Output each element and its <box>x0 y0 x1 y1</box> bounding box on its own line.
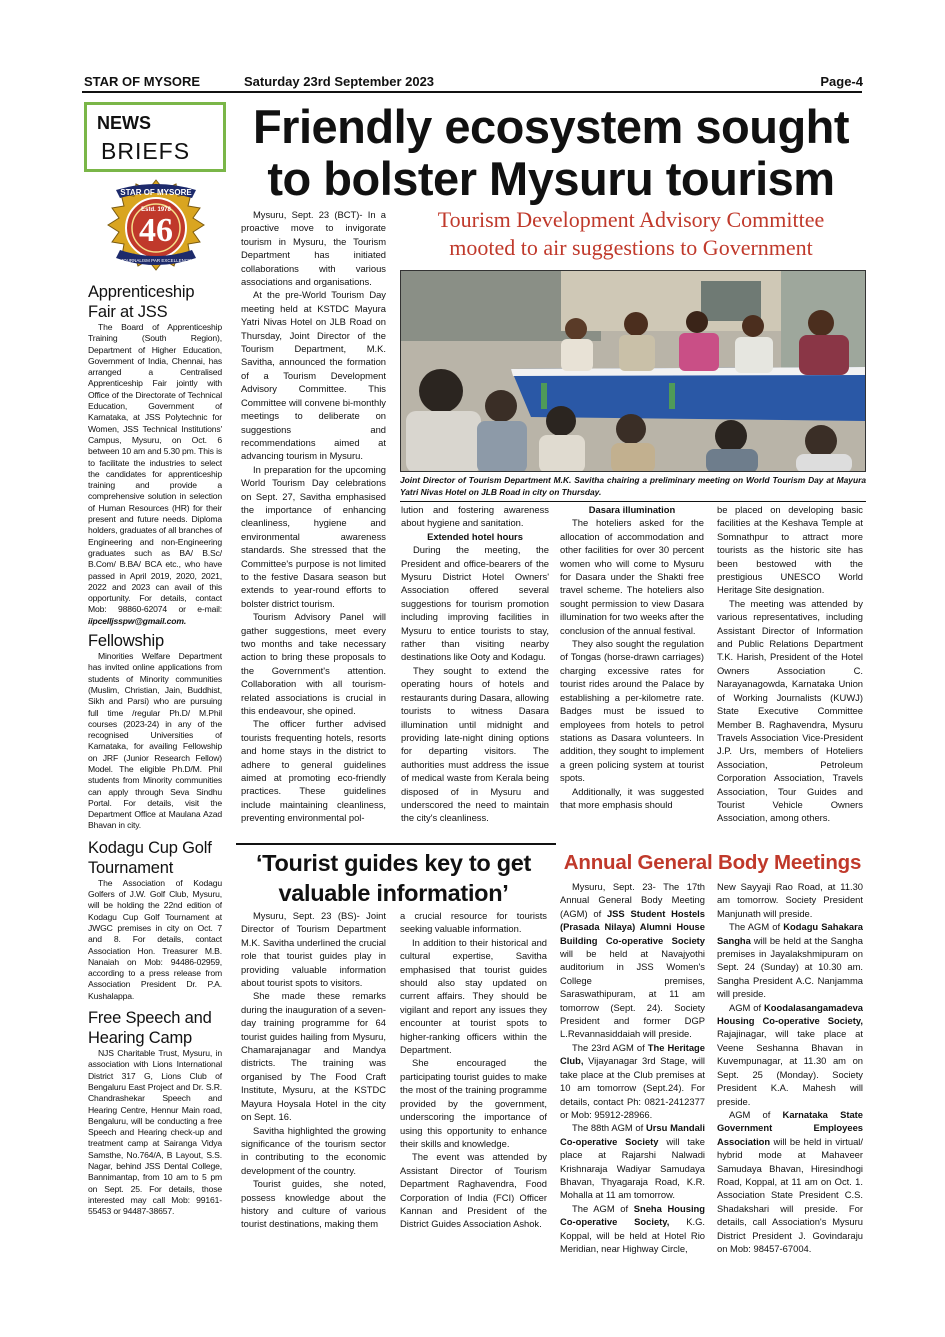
brief-heading: Free Speech and Hearing Camp <box>88 1009 212 1048</box>
paragraph: The event was attended by Assistant Director of Tourism Department Raghavendra, Food Corporation of India (FCI) Officer Kannan and President of the District Guides Association Ashok. <box>400 1151 547 1230</box>
agm-paragraph: The AGM of Sneha Housing Co-operative Society, K.G. Koppal, will be held at Hotel Rio Meridian, near Highway Circle, <box>560 1202 705 1254</box>
agm-paragraph: The 23rd AGM of The Heritage Club, Vijayanagar 3rd Stage, will take place at the Club premises at 10 am tomorrow (Sept.24). For details, contact Ph: 0821-2412377 or Mob: 95912-28966. <box>560 1041 705 1120</box>
paragraph: The officer further advised tourists frequenting hotels, resorts and home stays in the district to adhere to general guidelines aimed at promoting eco-friendly practices. These guidelines include maintaining cleanliness, preventing environmental pol- <box>241 718 386 824</box>
agm-paragraph: The AGM of Kodagu Sahakara Sangha will be held at the Sangha premises in Jayalakshmipuram on Sept. 24 (Sunday) at 10.30 am. Sangha President A.C. Nanjamma will preside. <box>717 921 863 1000</box>
paragraph: They also sought the regulation of Tongas (horse-drawn carriages) charging excessive rates for tourist rides around the Palace by establishing a per-kilometre rate. Badges must be issued to employees from hotels to petrol stations as Dasara volunteers. In addition, they sought to implement a green policing system at tourist spots. <box>560 638 704 784</box>
agm-col1 <box>560 880 705 1268</box>
logo-estd: Estd. 1978 <box>141 207 171 213</box>
agm-col2 <box>717 880 863 1268</box>
paragraph: Mysuru, Sept. 23 (BCT)- In a proactive move to invigorate tourism in Mysuru, the Tourism Department has initiated collaborations with various associations and organisations. <box>241 209 386 288</box>
paragraph: Tourist guides, she noted, possess knowledge about the history and culture of various tourist destinations, making them <box>241 1178 386 1230</box>
brief-heading: Fellowship <box>88 632 164 651</box>
main-headline: Friendly ecosystem sought to bolster Mysuru tourism <box>252 100 850 205</box>
paragraph: a crucial resource for tourists seeking valuable information. <box>400 910 547 935</box>
anniversary-logo <box>86 178 226 278</box>
paper-name: STAR OF MYSORE <box>84 74 201 89</box>
agm-paragraph: AGM of Karnataka State Government Employees Association will be held in virtual/ hybrid mode at Mahaveer Samudaya Bhavan, Hiresindhogi Road, Koppal, at 11 am on Oct. 1. Association State President C.S. Shadakshari will preside. For details, call Association's Mysuru District President J. Govindaraju on Mob: 98457-67004. <box>717 1108 863 1254</box>
guides-col1 <box>241 909 386 1264</box>
subhead-dasara-illumination: Dasara illumination <box>588 504 676 515</box>
agm-paragraph: The 88th AGM of Ursu Mandali Co-operative Society will take place at Rajarshi Nalwadi Krishnaraja Wadiyar Samudaya Bhavan, Thyagaraja Road, K.R. Mohalla at 11 am tomorrow. <box>560 1122 705 1201</box>
news-briefs-box <box>84 102 226 172</box>
main-story-col2: lution and fostering awareness about hygiene and sanitation. Extended hotel hours During the meeting, the President and office-bearers of the Mysuru District Hotel Owners' Association offered several suggestions for tourism promotion including improving facilities in Mysuru to entice tourists to stay, rather than visiting nearby destinations like Ooty and Kodagu. They sought to extend the operating hours of hotels and restaurants during Dasara, allowing tourists to witness Dasara illumination until midnight and providing late-night dining options for departing visitors. The authorities must address the issue of medical waste from Kerala being disposed of in Mysuru and underscored the need to maintain the city's cleanliness. <box>401 504 549 824</box>
paragraph: In addition to their historical and cultural expertise, Savitha emphasised that tourist guides should also stay updated on current affairs. They should be vigilant and report any issues they encounter at tourist spots to higher-ranking officers within the Department. <box>400 936 547 1056</box>
main-story-col3 <box>560 503 704 839</box>
brief-email: iipcelljsspw@gmail.com. <box>88 615 187 626</box>
main-subheadline: Tourism Development Advisory Committee mooted to air suggestions to Government <box>437 207 825 260</box>
meeting-photo <box>400 270 866 472</box>
paragraph: She made these remarks during the inauguration of a seven-day training programme for 64 tourist guides hailing from Mysuru, Chamarajanagar and Mandya districts. The training was organised by The Food Craft Institute, Mysuru, at the KSTDC Mayura Hoysala Hotel in the city on Sept. 16. <box>241 990 386 1123</box>
brief-body: Minorities Welfare Department has invited online applications from students of Minority communities (Muslim, Christian, Jain, Buddhist, Sikh and Parsi) who are pursuing full time /regular Ph.D/ M.Phil courses (2023-24) in any of the recognised Universities of Karnataka, for availing Fellowship on JRF (Junior Research Fellow) Model. The eligible Ph.D/M. Phil students from Minority communities can apply through Seva Sindhu Portal. For details, visit the Department Office at Maulana Azad Bhavan in city. <box>88 651 222 831</box>
caption-rule <box>400 501 866 502</box>
brief-body: The Board of Apprenticeship Training (South Region), Department of Higher Education, Government of India, Chennai, has arranged a Centralised Apprenticeship Fair jointly with Office of the Directorate of Technical Education, Government of Karnataka, at JSS Polytechnic for Women, JSS Technical Institutions' Campus, Mysuru, on Oct. 6 between 10 am and 5.30 pm. This is to facilitate the industries to select the candidates for apprenticeship training and provide a comprehensive solution in selection of Human Resources (HR) for their present and future needs. Diploma holders, graduates of all branches of Engineering and non-Engineering graduates such as BA/ B.Sc/ B.Com/ B.BA/ BCA etc., who have passed in April 2019, 2020, 2021, 2022 and 2023 can avail of this opportunity. For details, contact Mob: 98860-62074 or e-mail: iipcelljsspw@gmail.com. <box>88 322 222 626</box>
brief-heading: Apprenticeship Fair at JSS <box>88 283 195 321</box>
guides-headline: ‘Tourist guides key to get valuable information’ <box>255 850 532 906</box>
photo-caption: Joint Director of Tourism Department M.K. Savitha chairing a preliminary meeting on World Tourism Day at Mayura Yatri Nivas Hotel on JLB Road in city on Thursday. <box>400 475 866 497</box>
paragraph: The hoteliers asked for the allocation of accommodation and other facilities for over 30 percent women who will come to Mysuru for Dasara under the Shakti free travel scheme. The hoteliers also sought permission to view Dasara illumination for two weeks after the conclusion of the annual festival. <box>560 517 704 636</box>
agm-paragraph: AGM of Koodalasangamadeva Housing Co-operative Society, Rajajinagar, will take place at Veene Seshanna Bhavan in Kuvempunagar, at 11.30 am on Sept. 25 (Monday). Society President K.A. Mahesh will preside. <box>717 1001 863 1107</box>
section-rule <box>236 843 556 845</box>
paragraph: be placed on developing basic facilities at the Keshava Temple at Somnathpur to attract more tourists as the historic site has been bestowed with the prestigious UNESCO World Heritage Site designation. <box>717 504 863 596</box>
brief-body: The Association of Kodagu Golfers of J.W. Golf Club, Mysuru, will be holding the 22nd edition of Kodagu Cup Golf Tournament at JWGC premises in city on Oct. 7 and 8. For details, contact Association Hon. Treasurer M.B. Nanaiah on Mob: 94486-02959, according to a press release from Association President Dr. P.A. Kushalappa. <box>88 877 222 1001</box>
paragraph: Savitha highlighted the growing significance of the tourism sector in contributing to the economic development of the country. <box>241 1124 386 1176</box>
logo-number: 46 <box>139 212 173 249</box>
paragraph: Tourism Advisory Panel will gather suggestions, meet every two months and take necessary action to bring these proposals to the Government's attention. Collaboration with all tourism-related associations is crucial in this endeavour, she opined. <box>241 611 386 717</box>
logo-ribbon: JOURNALISM PAR EXCELLENCE <box>120 258 192 263</box>
agm-paragraph: New Sayyaji Rao Road, at 11.30 am tomorrow. Society President Manjunath will preside. <box>717 881 863 919</box>
agm-heading: Annual General Body Meetings <box>563 851 862 874</box>
guides-col2 <box>400 909 547 1264</box>
header-rule <box>82 91 862 93</box>
paragraph: In preparation for the upcoming World Tourism Day celebrations on Sept. 27, Savitha emphasised the importance of enhancing cleanliness, hygiene and environmental awareness standards. She stressed that the Committee's purpose is not limited to the festive Dasara season but extends to year-round efforts to bolster district tourism. <box>241 463 386 609</box>
paragraph: They sought to extend the operating hours of hotels and restaurants during Dasara, allowing tourists to witness Dasara illumination until midnight and providing late-night dining options for departing visitors. The authorities must address the issue of medical waste from Kerala being disposed of in Mysuru and underscored the need to maintain the city's cleanliness. <box>401 664 549 824</box>
issue-date: Saturday 23rd September 2023 <box>244 74 435 89</box>
brief-heading: Kodagu Cup Golf Tournament <box>88 838 212 877</box>
paragraph: The meeting was attended by various representatives, including Assistant Director of Information and Public Relations Department T.K. Harish, President of the Hotel Owners Association C. Narayanagowda, Karnataka Union of Working Journalists (KUWJ) State Executive Committee Member B. Raghavendra, Mysuru Travels Association Vice-President J.P. Urs, members of Hoteliers Association, Petroleum Corporation Association, Travels Association, Tour Guides and Tourist Vehicle Owners Association, among others. <box>717 597 863 824</box>
briefs-label: BRIEFS <box>101 138 191 164</box>
paragraph: She encouraged the participating tourist guides to make the most of the training programme provided by the government, underscoring the importance of using this opportunity to enhance their skills and knowledge. <box>400 1057 547 1149</box>
subhead-extended-hours: Extended hotel hours <box>427 530 523 542</box>
logo-title: STAR OF MYSORE <box>120 188 192 197</box>
paragraph: Mysuru, Sept. 23 (BS)- Joint Director of Tourism Department M.K. Savitha underlined the crucial role that tourist guides play in providing valuable information about tourist spots to visitors. <box>241 910 386 989</box>
paragraph: At the pre-World Tourism Day meeting held at KSTDC Mayura Yatri Nivas Hotel on JLB Road on Thursday, Joint Director of the Tourism Department, M.K. Savitha, announced the formation of a Tourism Development Advisory Committee. This Committee will convene bi-monthly meetings to deliberate on suggestions and recommendations aimed at advancing tourism in Mysuru. <box>241 289 386 462</box>
main-story-col4 <box>717 503 863 839</box>
agm-paragraph: Mysuru, Sept. 23- The 17th Annual General Body Meeting (AGM) of JSS Student Hostels (Prasada Nilaya) Alumni House Building Co-operative Society will be held at Navajyothi auditorium in JSS Women's College premises, Saraswathipuram, at 11 am tomorrow (Sept. 24). Society President and former DGP L.Revannasiddaiah will preside. <box>560 881 705 1040</box>
paragraph: During the meeting, the President and office-bearers of the Mysuru District Hotel Owners' Association offered several suggestions for tourism promotion including improving facilities in Mysuru to entice tourists to stay, rather than visiting nearby destinations like Ooty and Kodagu. <box>401 544 549 663</box>
page-number: Page-4 <box>820 74 863 89</box>
paragraph: Additionally, it was suggested that more emphasis should <box>560 785 704 810</box>
briefs-column <box>88 280 222 1305</box>
brief-body: NJS Charitable Trust, Mysuru, in association with Lions International District 317 G, Lions Club of Bengaluru East Project and Dr. S.R. Chandrashekar Speech and Hearing Centre, Hennur Main road, Bengaluru, will be conducting a free Speech and Hearing check-up and treatment camp at Sairanga Vidya Samsthe, No.764/A, B Layout, S.S. Nagar, behind JSS Dental College, Bannimantap, from 10 am to 5 pm on Sept. 25. For details, those interested may call Mob: 99161-55453 or 94487-38657. <box>88 1048 222 1217</box>
news-label: NEWS <box>97 113 151 133</box>
main-story-col1 <box>241 208 386 836</box>
